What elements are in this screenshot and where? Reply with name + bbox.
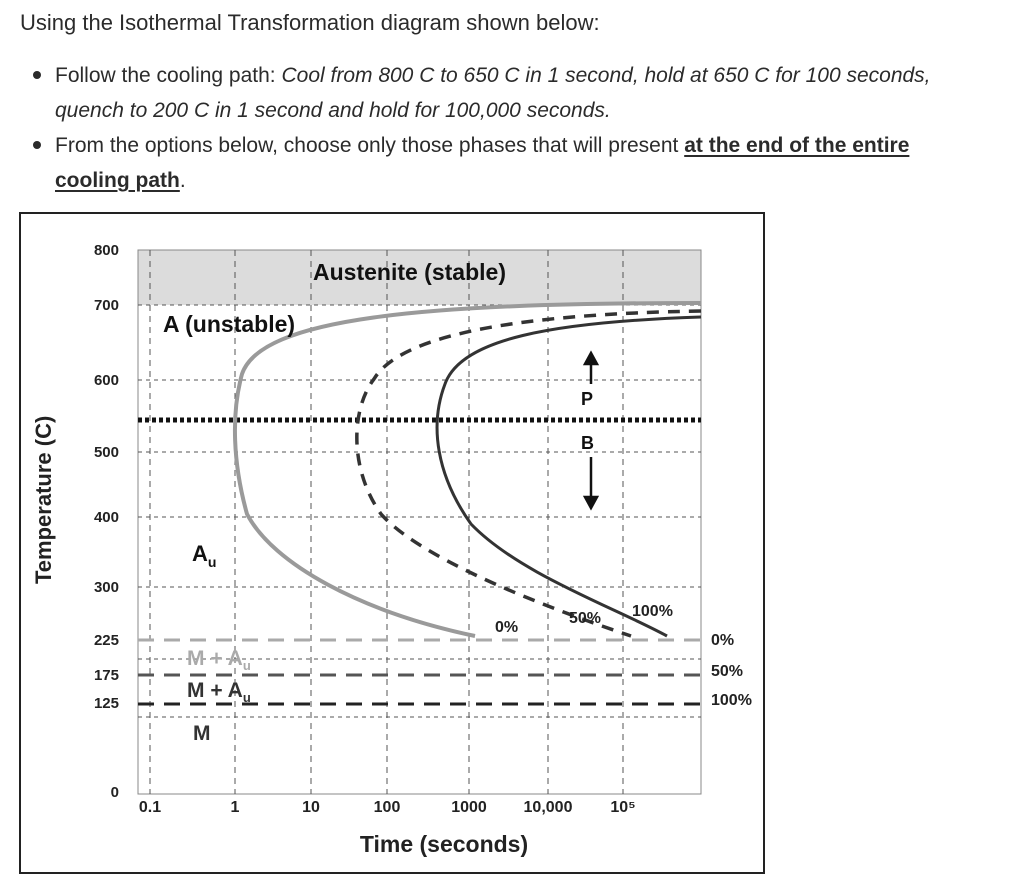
instruction-item — [28, 128, 988, 198]
curve-label-0pct: 0% — [495, 619, 519, 636]
m-plus-au-lower-main: M + A — [187, 679, 243, 702]
x-tick-label: 0.1 — [138, 799, 162, 816]
m50-line-label: 50% — [711, 663, 744, 680]
instruction-emphasis: Cool from 800 C to 650 C in 1 second, hold at 650 C for 100 seconds, quench to 200 C in 1 second and hold for 100,000 seconds. — [55, 64, 931, 122]
m-plus-au-lower-label — [187, 679, 251, 705]
pearlite-label: P — [581, 389, 594, 409]
mf-line-label: 100% — [711, 692, 752, 709]
curve-50pct — [357, 311, 701, 636]
instruction-list — [28, 58, 988, 198]
y-tick-label: 175 — [93, 667, 119, 684]
x-axis-title: Time (seconds) — [359, 831, 529, 857]
y-tick-label: 600 — [93, 372, 119, 389]
curve-labels — [495, 603, 673, 636]
curve-label-50pct: 50% — [569, 610, 602, 627]
m-plus-au-upper-label — [187, 647, 251, 673]
au-subscript: u — [207, 554, 217, 570]
ms-line-label: 0% — [711, 632, 735, 649]
intro-text: Using the Isothermal Transformation diagram shown below: — [20, 10, 600, 35]
y-tick-label: 400 — [93, 509, 119, 526]
up-arrow-head — [585, 353, 597, 364]
x-tick-label: 10 — [302, 799, 320, 816]
m-plus-au-upper-main: M + A — [187, 647, 243, 670]
au-region-label — [192, 541, 216, 570]
x-tick-label: 1 — [230, 799, 240, 816]
pb-arrows — [585, 353, 597, 508]
instruction-item — [28, 58, 988, 128]
y-tick-label: 0 — [110, 784, 119, 801]
curve-label-100pct: 100% — [632, 603, 673, 620]
x-tick-label: 1000 — [451, 799, 487, 816]
region-labels — [163, 259, 594, 745]
bainite-label: B — [581, 433, 594, 453]
instruction-lead: From the options below, choose only those phases that will present — [55, 134, 685, 157]
x-tick-label: 10,000 — [523, 799, 573, 816]
start-curve-0pct — [235, 303, 701, 636]
ttt-diagram-svg — [21, 214, 767, 876]
instruction-tail: . — [179, 169, 186, 192]
x-tick-label: 10⁵ — [610, 799, 636, 816]
bullet-dot — [33, 141, 41, 149]
au-main: A — [192, 541, 208, 566]
m-region-label: M — [193, 722, 211, 745]
x-tick-label: 100 — [373, 799, 401, 816]
instruction-lead: Follow the cooling path: — [55, 64, 282, 87]
austenite-stable-label: Austenite (stable) — [313, 259, 506, 285]
y-tick-label: 500 — [93, 444, 119, 461]
m-plus-au-upper-sub: u — [242, 658, 251, 673]
instruction-emphasis: at the end of the entire cooling path — [55, 134, 910, 192]
x-tick-labels — [139, 799, 636, 816]
austenite-unstable-label: A (unstable) — [163, 311, 296, 337]
y-tick-label: 125 — [93, 695, 119, 712]
y-tick-label: 225 — [93, 632, 119, 649]
finish-curve-100pct — [437, 317, 701, 636]
y-tick-label: 800 — [93, 242, 119, 259]
ttt-diagram — [19, 212, 765, 874]
y-tick-label: 700 — [93, 297, 119, 314]
y-axis-title: Temperature (C) — [31, 415, 56, 584]
y-tick-label: 300 — [93, 579, 119, 596]
martensite-line-labels — [711, 632, 752, 709]
bullet-dot — [33, 71, 41, 79]
down-arrow-head — [585, 497, 597, 508]
m-plus-au-lower-sub: u — [242, 690, 251, 705]
y-tick-labels — [94, 242, 119, 801]
